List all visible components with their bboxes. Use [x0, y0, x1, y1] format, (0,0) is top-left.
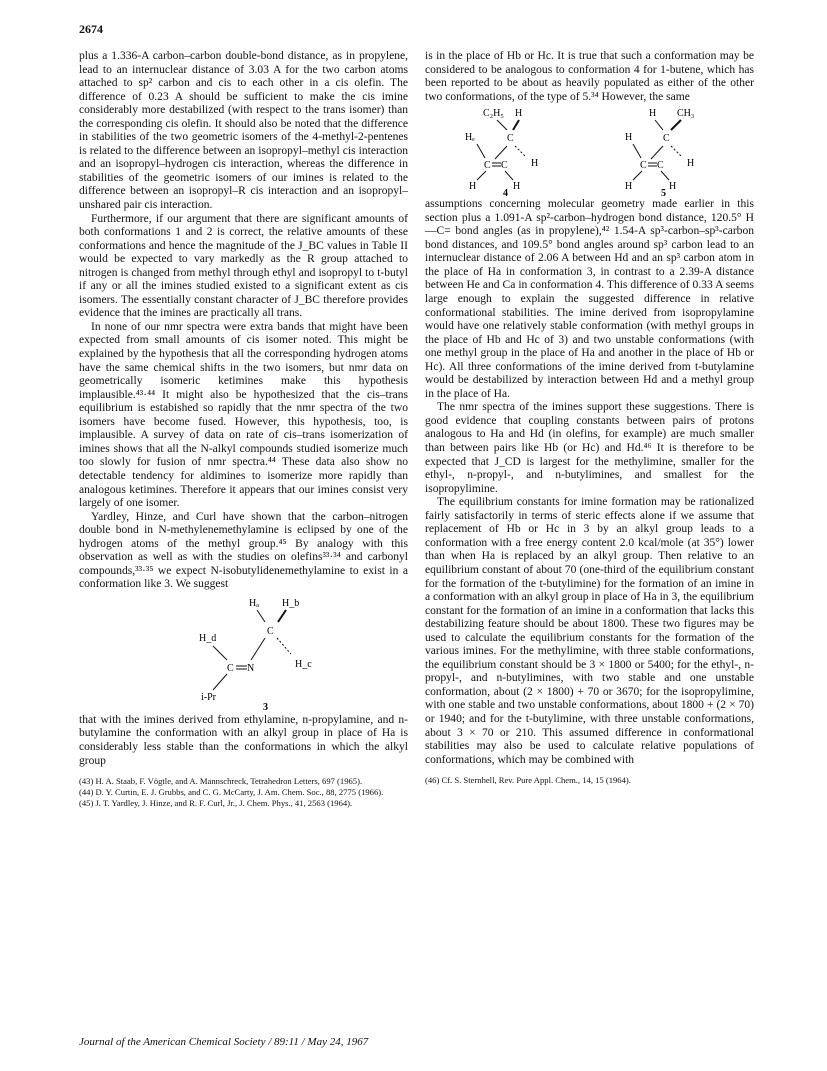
structure-number: 3: [263, 701, 268, 712]
footnote: (46) Cf. S. Sternhell, Rev. Pure Appl. Chem., 14, 15 (1964).: [425, 775, 631, 786]
structure-label: H: [514, 108, 522, 120]
footnote: (44) D. Y. Curtin, E. J. Grubbs, and C. G. McCarty, J. Am. Chem. Soc., 88, 2775 (1966).: [79, 787, 384, 798]
paragraph: The equilibrium constants for imine formation may be rationalized fairly satisfactorily in terms of steric effects alone if we assume that replacement of Hb or Hc in 3 by an alkyl group leads to a conformation with a free energy content 2.0 kcal/mole (at 35°) lower than when Ha is replaced by an alkyl group. Then relative to an equilibrium constant of about 70 (one-third of the equilibrium constant for the formation of the t-butylimine) for the formation of an imine in a conformation with an alkyl group in place of Ha in 3, the equilibrium constant for the formation of an imine in a conformation that lacks this destabilizing feature should be about 1800. These two figures may be used to calculate the equilibrium constants for the formation of the various imines. For the methylimine, with three stable conformations, the equilibrium constant should be 3 × 1800 or 5400; for the ethyl-, n-propyl-, and n-butylimines, with two stable and one unstable conformation, about (2 × 1800) + 70 or 3670; for the isopropylimine, with one stable and two unstable conformations, about 1800 + (2 × 70) or 1940; and for the t-butylimine, with three unstable conformations, about 3 × 70 or 210. This assumed difference in conformational stabilities may also be used to calculate relative populations of conformations, which may be combined with: [425, 496, 754, 766]
structure-label: N: [247, 662, 255, 674]
structure-label: C: [500, 160, 508, 172]
structure-4: [455, 104, 575, 196]
paragraph: is in the place of Hb or Hc. It is true that such a conformation may be considered to be analogous to conformation 4 for 1-butene, which has been reported to be about as heavily populated as either of the other two conformations, of the type of 5.³⁴ However, the same: [425, 50, 754, 103]
footnote: (45) J. T. Yardley, J. Hinze, and R. F. Curl, Jr., J. Chem. Phys., 41, 2563 (1964).: [79, 798, 353, 809]
structure-label: H: [512, 181, 520, 193]
structure-label: C: [267, 625, 274, 637]
structure-label: H_b: [282, 597, 300, 609]
right-column: [425, 50, 754, 786]
paragraph: Yardley, Hinze, and Curl have shown that the carbon–nitrogen double bond in N-methylenemethylamine is eclipsed by one of the hydrogen atoms of the methyl group.⁴⁵ By analogy with this observation as well as with the studies on olefins³³·³⁴ and carbonyl compounds,³³·³⁵ we expect N-isobutylidenemethylamine to exist in a conformation like 3. We suggest: [79, 510, 408, 591]
structure-label: H_c: [295, 658, 312, 670]
structure-label: C: [506, 133, 514, 145]
footnotes-left: [79, 776, 408, 809]
paragraph: that with the imines derived from ethylamine, n-propylamine, and n-butylamine the conformation with an alkyl group in place of Ha is considerably less stable than the conformations in which the alkyl group: [79, 713, 408, 767]
structure-label: H: [624, 181, 632, 193]
structure-label: i-Pr: [201, 691, 216, 703]
structure-label: C₂H₅: [482, 108, 504, 120]
structure-label: C: [483, 160, 491, 172]
footnotes-right: [425, 775, 754, 785]
journal-footer: Journal of the American Chemical Society / 89:11 / May 24, 1967: [79, 1036, 369, 1048]
structure-label: H: [648, 108, 656, 120]
paragraph: Furthermore, if our argument that there are significant amounts of both conformations 1 and 2 is correct, the relative amounts of these conformations and hence the magnitude of the J_BC values in Table II would be expected to vary markedly as the R group attached to nitrogen is changed from methyl through ethyl and isopropyl to t-butyl if any or all the imines studied existed to a significant extent as cis isomers. The essentially constant character of J_BC therefore provides evidence that the imines are practically all trans.: [79, 212, 408, 320]
structure-label: H_d: [199, 632, 217, 644]
structure-label: Hₑ: [464, 132, 475, 144]
structure-label: C: [662, 133, 670, 145]
structure-number: 4: [502, 188, 508, 197]
structure-label: H: [530, 158, 538, 170]
left-column: [79, 50, 408, 810]
page-number: 2674: [79, 22, 103, 36]
structure-label: Hₐ: [249, 597, 259, 609]
structure-number: 5: [660, 188, 666, 197]
structure-label: C: [656, 160, 664, 172]
footnote: (43) H. A. Staab, F. Vögtle, and A. Mannschreck, Tetrahedron Letters, 697 (1965).: [79, 776, 363, 787]
structure-label: H: [686, 158, 694, 170]
structure-label: H: [468, 181, 476, 193]
structure-label: CH₃: [676, 108, 694, 120]
structure-label: C: [227, 662, 234, 674]
structure-label: H: [668, 181, 676, 193]
paragraph: plus a 1.336-A carbon–carbon double-bond distance, as in propylene, lead to an internuclear distance of 3.03 A for the two carbon atoms attached to sp² carbon and cis to each other in a cis olefin. The difference of 0.23 A should be sufficient to make the cis imine considerably more destabilized (with respect to the trans isomer) than the corresponding cis olefin. It should also be noted that the difference in stabilities of the two geometric isomers of the 4-methyl-2-pentenes is related to the difference between an isopropyl–methyl cis interaction and an isopropyl–hydrogen cis interaction, whereas the difference in stabilities of the geometric isomers of our imines is related to the difference between an isopropyl–R cis interaction and an isopropyl–unshared pair cis interaction.: [79, 50, 408, 212]
paragraph: In none of our nmr spectra were extra bands that might have been expected from small amounts of cis isomer noted. This might be explained by the hypothesis that all the corresponding hydrogen atoms have the same chemical shifts in the two isomers, but nmr data on geometrically isomeric ketimines make this hypothesis implausible.⁴³·⁴⁴ It might also be hypothesized that the cis–trans equilibrium is estabished so rapidly that the nmr spectra of the two isomers have become fused. However, this hypothesis, too, is implausible. A survey of data on rate of cis–trans isomerization of imines shows that all the N-alkyl compounds studied isomerize much too slowly for fusion of nmr spectra.⁴⁴ These data also show no detectable tendency for aldimines to isomerize more rapidly than analogous ketimines. Therefore it appears that our imines consist very largely of one isomer.: [79, 320, 408, 510]
structures-4-5: [425, 104, 754, 196]
structure-5: [605, 104, 725, 196]
paragraph: assumptions concerning molecular geometry made earlier in this section plus a 1.091-A sp²-carbon–hydrogen bond distance, 120.5° H—C= bond angles (as in propylene),⁴² 1.54-A sp³-carbon–sp³-carbon bond distances, and 109.5° bond angles around sp³ carbon lead to an internuclear distance of 2.06 A between Hd and an sp³ carbon atom in the place of Ha in conformation 3, in contrast to a 2.39-A distance between He and Ca in conformation 4. This difference of 0.33 A seems large enough to explain the suggested difference in relative conformational stabilities. The imine derived from isopropylamine would have one relatively stable conformation (with methyl groups in the place of Hb and Hc of 3) and two unstable conformations (with one methyl group in the place of Ha and another in the place of Hb or Hc). All three conformations of the imine derived from t-butylamine would be destabilized by interaction between Hd and a methyl group in the place of Ha.: [425, 198, 754, 400]
paragraph: The nmr spectra of the imines support these suggestions. There is good evidence that coupling constants between pairs of protons analogous to Ha and Hd (in olefins, for example) are much smaller than between pairs like Hb (or Hc) and Hd.⁴⁶ It is therefore to be expected that J_CD is largest for the methylimine, smaller for the ethyl-, n-propyl-, and n-butylimines, and smallest for the isopropylimine.: [425, 401, 754, 495]
structure-label: C: [639, 160, 647, 172]
structure-label: H: [624, 132, 632, 144]
structure-3: [79, 594, 408, 712]
